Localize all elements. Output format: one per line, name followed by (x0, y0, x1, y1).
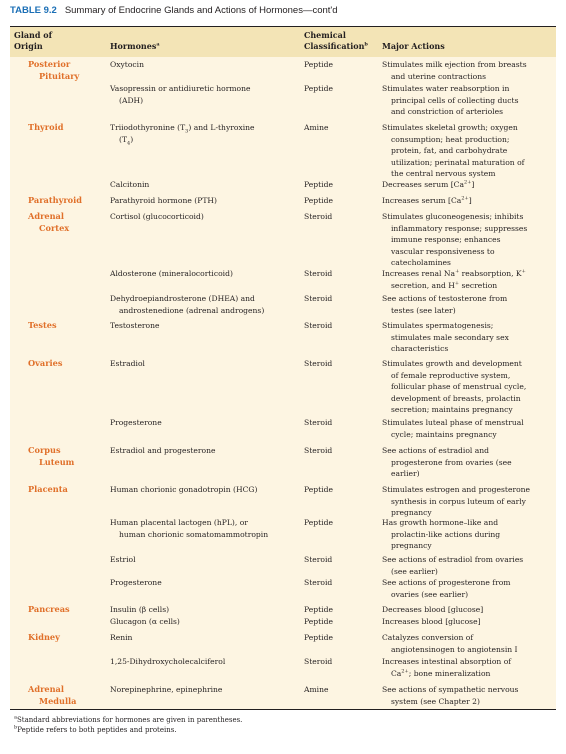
hormone-hpl: Human placental lactogen (hPL), or human chorionic somatomammotropin (110, 518, 269, 539)
chem-vasopressin: Peptide (304, 84, 333, 93)
hormone-calcitonin: Calcitonin (110, 180, 150, 189)
hormone-aldosterone: Aldosterone (mineralocorticoid) (110, 269, 233, 278)
chem-estradiol: Steroid (304, 359, 333, 368)
gland-thyroid: Thyroid (28, 122, 64, 132)
table-caption: Summary of Endocrine Glands and Actions of Hormones—cont'd (64, 5, 338, 16)
hormone-estradiol: Estradiol (110, 359, 145, 368)
action-progesterone-placenta: See actions of progesterone from ovaries (see earlier) (382, 578, 511, 599)
footnote-a: $^a$Standard abbreviations for hormones are given in parentheses. (14, 714, 243, 724)
gland-adrenal-medulla: Adrenal Medulla (28, 684, 77, 706)
action-progesterone-ovary: Stimulates luteal phase of menstrual cycle; maintains pregnancy (382, 418, 524, 439)
hormone-pth: Parathyroid hormone (PTH) (110, 196, 217, 205)
bottom-rule (10, 709, 556, 710)
gland-corpus-luteum: Corpus Luteum (28, 445, 75, 467)
hormone-renin: Renin (110, 633, 133, 642)
hormone-progesterone-placenta: Progesterone (110, 578, 162, 587)
action-calcitonin: Decreases serum $[Ca^{2+}]$ (382, 179, 475, 189)
chem-renin: Peptide (304, 633, 333, 642)
action-vasopressin: Stimulates water reabsorption in principal cells of collecting ducts and constriction of arterioles (382, 84, 519, 117)
chem-calcitonin: Peptide (304, 180, 333, 189)
table-title (10, 5, 338, 16)
footnotes (14, 715, 242, 735)
hormone-estradiol-progesterone: Estradiol and progesterone (110, 446, 216, 455)
gland-ovaries: Ovaries (28, 358, 63, 368)
hormone-norepinephrine: Norepinephrine, epinephrine (110, 685, 223, 694)
chem-progesterone-placenta: Steroid (304, 578, 333, 587)
action-estradiol-progesterone: See actions of estradiol and progesterone from ovaries (see earlier) (382, 446, 512, 479)
gland-placenta: Placenta (28, 484, 68, 494)
chem-dhea: Steroid (304, 294, 333, 303)
chem-progesterone-ovary: Steroid (304, 418, 333, 427)
hormone-estriol: Estriol (110, 555, 136, 564)
header-hormones: Hormones$^a$ (110, 41, 160, 51)
hormone-hcg: Human chorionic gonadotropin (HCG) (110, 485, 258, 494)
hormone-t3-t4: Triiodothyronine $(T_3)$ and L-thyroxine $(T_4)$ (110, 123, 255, 147)
gland-adrenal-cortex: Adrenal Cortex (28, 211, 70, 233)
chem-hpl: Peptide (304, 518, 333, 527)
action-dhea: See actions of testosterone from testes (see later) (382, 294, 508, 315)
table-number: TABLE 9.2 (10, 5, 57, 16)
hormone-vasopressin: Vasopressin or antidiuretic hormone (ADH) (110, 84, 251, 105)
header-row (10, 27, 556, 57)
hormone-dhea: Dehydroepiandrosterone (DHEA) and androstenedione (adrenal androgens) (110, 294, 265, 315)
action-estradiol: Stimulates growth and development of female reproductive system, follicular phase of menstrual cycle, development of breasts, prolactin secretion; maintains pregnancy (382, 359, 527, 415)
action-oxytocin: Stimulates milk ejection from breasts and uterine contractions (382, 60, 527, 81)
chem-estriol: Steroid (304, 555, 333, 564)
action-insulin-glucagon: Decreases blood [glucose] Increases blood [glucose] (382, 605, 484, 626)
action-hcg: Stimulates estrogen and progesterone synthesis in corpus luteum of early pregnancy (382, 485, 531, 518)
action-calcitriol: Increases intestinal absorption of $Ca^{2+}$; bone mineralization (382, 657, 512, 678)
header-actions: Major Actions (382, 41, 445, 51)
gland-posterior-pituitary: Posterior Pituitary (28, 59, 80, 81)
action-testosterone: Stimulates spermatogenesis; stimulates male secondary sex characteristics (382, 321, 509, 354)
hormone-progesterone-ovary: Progesterone (110, 418, 162, 427)
footnote-b: $^b$Peptide refers to both peptides and proteins. (14, 724, 177, 734)
chem-hcg: Peptide (304, 485, 333, 494)
chem-calcitriol: Steroid (304, 657, 333, 666)
action-hpl: Has growth hormone–like and prolactin-like actions during pregnancy (382, 518, 501, 551)
header-chemical: Chemical Classification$^b$ (304, 30, 368, 51)
gland-kidney: Kidney (28, 632, 60, 642)
hormone-testosterone: Testosterone (110, 321, 160, 330)
header-gland: Gland of Origin (14, 30, 53, 51)
action-pth: Increases serum $[Ca^{2+}]$ (382, 195, 472, 205)
action-aldosterone: Increases renal Na+ reabsorption, K+ secretion, and H+ secretion (382, 268, 526, 290)
action-cortisol: Stimulates gluconeogenesis; inhibits inflammatory response; suppresses immune response; enhances vascular responsiveness to catecholamines (382, 212, 528, 268)
chem-t3-t4: Amine (304, 123, 329, 132)
action-renin: Catalyzes conversion of angiotensinogen to angiotensin I (382, 633, 518, 654)
action-estriol: See actions of estradiol from ovaries (see earlier) (382, 555, 524, 576)
chem-testosterone: Steroid (304, 321, 333, 330)
action-norepinephrine: See actions of sympathetic nervous system (see Chapter 2) (382, 685, 519, 706)
chem-pth: Peptide (304, 196, 333, 205)
hormone-cortisol: Cortisol (glucocorticoid) (110, 212, 204, 221)
hormone-calcitriol: 1,25-Dihydroxycholecalciferol (110, 657, 226, 666)
hormone-insulin-glucagon: Insulin (β cells) Glucagon (α cells) (110, 605, 180, 626)
chem-insulin-glucagon: Peptide Peptide (304, 605, 333, 626)
action-t3-t4: Stimulates skeletal growth; oxygen consumption; heat production; protein, fat, and carbohydrate utilization; perinatal maturation of the central nervous system (382, 123, 525, 179)
gland-pancreas: Pancreas (28, 604, 70, 614)
chem-estradiol-progesterone: Steroid (304, 446, 333, 455)
hormone-oxytocin: Oxytocin (110, 60, 144, 69)
chem-oxytocin: Peptide (304, 60, 333, 69)
chem-cortisol: Steroid (304, 212, 333, 221)
gland-parathyroid: Parathyroid (28, 195, 82, 205)
chem-aldosterone: Steroid (304, 269, 333, 278)
chem-norepinephrine: Amine (304, 685, 329, 694)
gland-testes: Testes (28, 320, 57, 330)
